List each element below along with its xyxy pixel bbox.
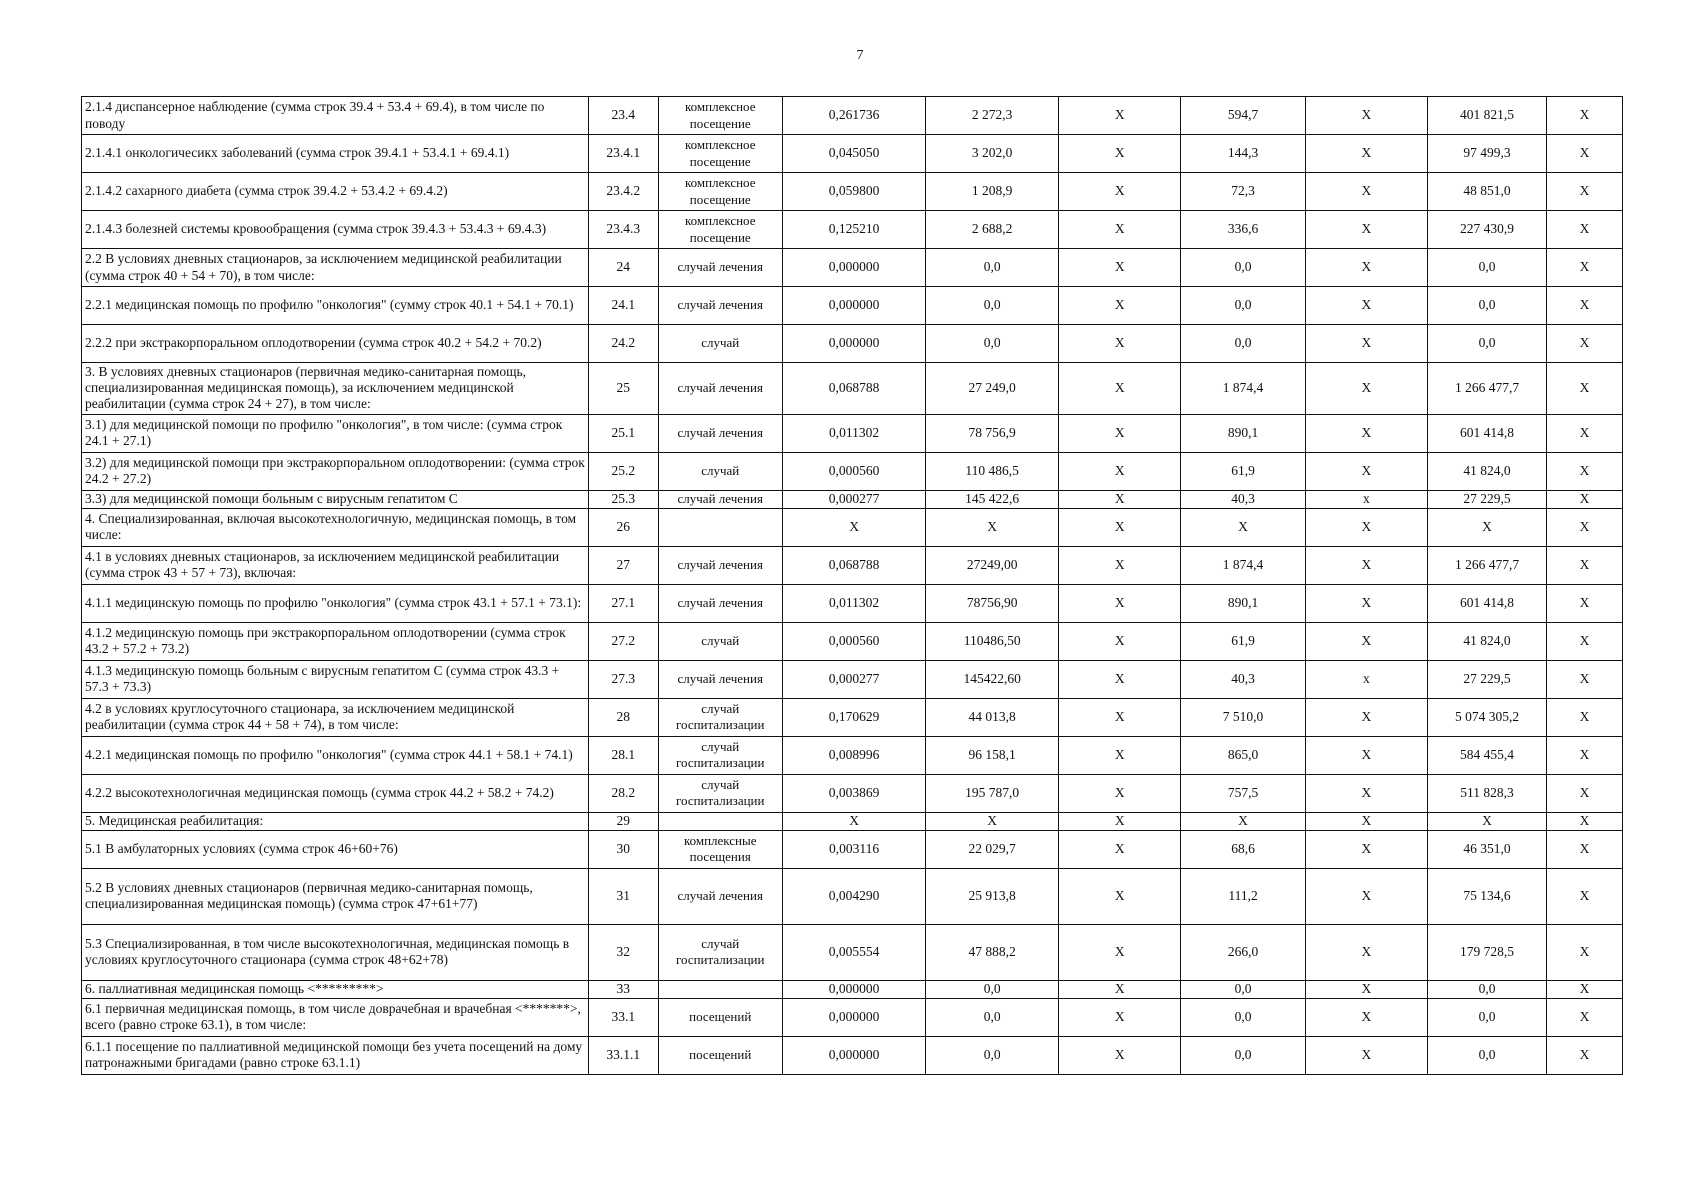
row-unit: случай лечения (658, 363, 782, 415)
row-cost: 2 272,3 (926, 97, 1059, 135)
row-unit: случай госпитализации (658, 774, 782, 812)
row-col-3: X (1305, 135, 1427, 173)
row-col-3: X (1305, 622, 1427, 660)
row-line-number: 23.4.3 (588, 211, 658, 249)
row-col-2: 0,0 (1181, 998, 1305, 1036)
row-col-1: X (1059, 490, 1181, 508)
row-col-2: X (1181, 508, 1305, 546)
row-cost: 96 158,1 (926, 736, 1059, 774)
row-cost: 0,0 (926, 1036, 1059, 1074)
row-line-number: 33.1 (588, 998, 658, 1036)
row-col-3: X (1305, 414, 1427, 452)
row-col-1: X (1059, 980, 1181, 998)
financing-table (81, 96, 1623, 1075)
row-col-3: X (1305, 325, 1427, 363)
row-line-number: 24.1 (588, 287, 658, 325)
row-name: 2.1.4.2 сахарного диабета (сумма строк 39.4.2 + 53.4.2 + 69.4.2) (82, 173, 589, 211)
row-cost: 2 688,2 (926, 211, 1059, 249)
row-norm: 0,000000 (782, 998, 925, 1036)
row-col-4: 0,0 (1427, 1036, 1546, 1074)
row-name: 4. Специализированная, включая высокотехнологичную, медицинская помощь, в том числе: (82, 508, 589, 546)
row-name: 5.3 Специализированная, в том числе высокотехнологичная, медицинская помощь в условиях круглосуточного стационара (сумма строк 48+62+78) (82, 924, 589, 980)
row-col-4: 27 229,5 (1427, 660, 1546, 698)
row-col-5: X (1547, 414, 1623, 452)
row-col-4: 48 851,0 (1427, 173, 1546, 211)
row-norm: 0,011302 (782, 414, 925, 452)
row-col-1: X (1059, 249, 1181, 287)
row-col-2: 72,3 (1181, 173, 1305, 211)
row-cost: 47 888,2 (926, 924, 1059, 980)
row-col-5: X (1547, 584, 1623, 622)
row-unit: случай госпитализации (658, 698, 782, 736)
row-name: 2.1.4.3 болезней системы кровообращения (сумма строк 39.4.3 + 53.4.3 + 69.4.3) (82, 211, 589, 249)
row-norm: 0,011302 (782, 584, 925, 622)
row-norm: 0,125210 (782, 211, 925, 249)
table-row (82, 736, 1623, 774)
row-col-4: 1 266 477,7 (1427, 363, 1546, 415)
row-norm: 0,000000 (782, 325, 925, 363)
table-row (82, 660, 1623, 698)
row-col-1: X (1059, 622, 1181, 660)
row-col-4: 1 266 477,7 (1427, 546, 1546, 584)
row-col-1: X (1059, 414, 1181, 452)
row-unit: случай госпитализации (658, 736, 782, 774)
row-col-2: 61,9 (1181, 452, 1305, 490)
table-row (82, 980, 1623, 998)
row-norm: 0,059800 (782, 173, 925, 211)
row-unit: посещений (658, 1036, 782, 1074)
row-cost: 22 029,7 (926, 830, 1059, 868)
row-name: 6.1 первичная медицинская помощь, в том числе доврачебная и врачебная <*******>, всего (равно строке 63.1), в том числе: (82, 998, 589, 1036)
row-line-number: 25.2 (588, 452, 658, 490)
row-unit: комплексные посещения (658, 830, 782, 868)
row-name: 6. паллиативная медицинская помощь <*********> (82, 980, 589, 998)
row-col-1: X (1059, 1036, 1181, 1074)
row-col-1: X (1059, 868, 1181, 924)
row-col-5: X (1547, 924, 1623, 980)
row-cost: 1 208,9 (926, 173, 1059, 211)
row-col-1: X (1059, 363, 1181, 415)
table-row (82, 97, 1623, 135)
row-col-4: 0,0 (1427, 287, 1546, 325)
row-col-1: X (1059, 584, 1181, 622)
table-row (82, 698, 1623, 736)
row-col-2: 40,3 (1181, 490, 1305, 508)
row-line-number: 30 (588, 830, 658, 868)
row-col-2: 266,0 (1181, 924, 1305, 980)
row-col-5: X (1547, 173, 1623, 211)
row-line-number: 29 (588, 812, 658, 830)
row-col-4: 401 821,5 (1427, 97, 1546, 135)
row-unit: посещений (658, 998, 782, 1036)
table-row (82, 546, 1623, 584)
row-col-3: X (1305, 363, 1427, 415)
row-col-4: 584 455,4 (1427, 736, 1546, 774)
table-row (82, 249, 1623, 287)
row-col-3: X (1305, 584, 1427, 622)
row-cost: 3 202,0 (926, 135, 1059, 173)
row-col-4: 41 824,0 (1427, 452, 1546, 490)
row-col-5: X (1547, 980, 1623, 998)
row-col-1: X (1059, 698, 1181, 736)
row-col-3: X (1305, 998, 1427, 1036)
row-col-5: X (1547, 812, 1623, 830)
row-cost: 0,0 (926, 325, 1059, 363)
row-name: 3.2) для медицинской помощи при экстракорпоральном оплодотворении: (сумма строк 24.2 + 27.2) (82, 452, 589, 490)
row-col-2: 865,0 (1181, 736, 1305, 774)
row-cost: 0,0 (926, 287, 1059, 325)
row-col-5: X (1547, 1036, 1623, 1074)
row-col-1: X (1059, 546, 1181, 584)
row-col-2: 1 874,4 (1181, 363, 1305, 415)
row-unit: комплексное посещение (658, 211, 782, 249)
row-cost: 0,0 (926, 980, 1059, 998)
row-line-number: 23.4 (588, 97, 658, 135)
row-col-2: 40,3 (1181, 660, 1305, 698)
row-col-5: X (1547, 830, 1623, 868)
row-name: 2.2.1 медицинская помощь по профилю "онкология" (сумму строк 40.1 + 54.1 + 70.1) (82, 287, 589, 325)
row-col-2: X (1181, 812, 1305, 830)
row-line-number: 24.2 (588, 325, 658, 363)
row-name: 4.2.1 медицинская помощь по профилю "онкология" (сумма строк 44.1 + 58.1 + 74.1) (82, 736, 589, 774)
row-line-number: 27 (588, 546, 658, 584)
row-col-5: X (1547, 868, 1623, 924)
row-col-2: 61,9 (1181, 622, 1305, 660)
row-col-5: X (1547, 249, 1623, 287)
table-row (82, 1036, 1623, 1074)
table-row (82, 325, 1623, 363)
row-line-number: 27.1 (588, 584, 658, 622)
row-col-2: 0,0 (1181, 249, 1305, 287)
row-col-5: X (1547, 774, 1623, 812)
table-row (82, 490, 1623, 508)
row-name: 2.2.2 при экстракорпоральном оплодотворении (сумма строк 40.2 + 54.2 + 70.2) (82, 325, 589, 363)
row-col-2: 0,0 (1181, 1036, 1305, 1074)
row-unit: случай (658, 622, 782, 660)
row-col-1: X (1059, 287, 1181, 325)
row-cost: 0,0 (926, 998, 1059, 1036)
row-col-4: 0,0 (1427, 980, 1546, 998)
row-line-number: 27.2 (588, 622, 658, 660)
row-col-2: 890,1 (1181, 414, 1305, 452)
row-col-1: X (1059, 830, 1181, 868)
row-col-4: 227 430,9 (1427, 211, 1546, 249)
row-name: 3.1) для медицинской помощи по профилю "онкология", в том числе: (сумма строк 24.1 + 27.1) (82, 414, 589, 452)
row-col-2: 1 874,4 (1181, 546, 1305, 584)
row-col-1: X (1059, 660, 1181, 698)
row-col-5: X (1547, 452, 1623, 490)
table-row (82, 774, 1623, 812)
row-unit: случай лечения (658, 249, 782, 287)
table-row (82, 998, 1623, 1036)
row-cost: 145 422,6 (926, 490, 1059, 508)
row-col-3: X (1305, 249, 1427, 287)
row-col-2: 144,3 (1181, 135, 1305, 173)
row-col-5: X (1547, 998, 1623, 1036)
table-row (82, 830, 1623, 868)
row-unit: случай лечения (658, 660, 782, 698)
row-col-1: X (1059, 135, 1181, 173)
row-norm: 0,008996 (782, 736, 925, 774)
row-col-4: 0,0 (1427, 249, 1546, 287)
row-name: 6.1.1 посещение по паллиативной медицинской помощи без учета посещений на дому патронажными бригадами (равно строке 63.1.1) (82, 1036, 589, 1074)
row-norm: 0,003116 (782, 830, 925, 868)
row-unit (658, 980, 782, 998)
table-row (82, 924, 1623, 980)
row-col-3: X (1305, 508, 1427, 546)
row-name: 3. В условиях дневных стационаров (первичная медико-санитарная помощь, специализированная медицинская помощь), за исключением медицинской реабилитации (сумма строк 24 + 27), в том числе: (82, 363, 589, 415)
row-unit: случай лечения (658, 287, 782, 325)
row-norm: 0,000000 (782, 1036, 925, 1074)
row-col-5: X (1547, 97, 1623, 135)
row-col-1: X (1059, 508, 1181, 546)
row-unit: случай лечения (658, 414, 782, 452)
row-col-1: X (1059, 924, 1181, 980)
row-col-3: X (1305, 452, 1427, 490)
row-col-4: 5 074 305,2 (1427, 698, 1546, 736)
row-col-2: 336,6 (1181, 211, 1305, 249)
row-unit (658, 508, 782, 546)
row-norm: 0,000277 (782, 490, 925, 508)
row-norm: 0,003869 (782, 774, 925, 812)
row-line-number: 31 (588, 868, 658, 924)
row-unit: случай лечения (658, 546, 782, 584)
row-col-4: X (1427, 812, 1546, 830)
row-col-1: X (1059, 452, 1181, 490)
row-col-2: 757,5 (1181, 774, 1305, 812)
row-line-number: 28.2 (588, 774, 658, 812)
row-col-3: X (1305, 211, 1427, 249)
row-line-number: 23.4.2 (588, 173, 658, 211)
row-col-3: X (1305, 173, 1427, 211)
row-line-number: 23.4.1 (588, 135, 658, 173)
row-col-4: 27 229,5 (1427, 490, 1546, 508)
row-norm: 0,068788 (782, 363, 925, 415)
row-col-3: X (1305, 868, 1427, 924)
row-cost: 25 913,8 (926, 868, 1059, 924)
row-name: 2.1.4 диспансерное наблюдение (сумма строк 39.4 + 53.4 + 69.4), в том числе по поводу (82, 97, 589, 135)
table-row (82, 452, 1623, 490)
row-col-3: X (1305, 1036, 1427, 1074)
row-name: 4.1.2 медицинскую помощь при экстракорпоральном оплодотворении (сумма строк 43.2 + 57.2 + 73.2) (82, 622, 589, 660)
row-col-3: X (1305, 830, 1427, 868)
row-col-1: X (1059, 736, 1181, 774)
row-col-2: 0,0 (1181, 980, 1305, 998)
row-col-4: 41 824,0 (1427, 622, 1546, 660)
row-col-2: 0,0 (1181, 287, 1305, 325)
table-row (82, 173, 1623, 211)
row-col-5: X (1547, 363, 1623, 415)
row-col-3: X (1305, 980, 1427, 998)
row-cost: 27 249,0 (926, 363, 1059, 415)
row-cost: 27249,00 (926, 546, 1059, 584)
row-line-number: 27.3 (588, 660, 658, 698)
row-col-5: X (1547, 211, 1623, 249)
row-col-3: x (1305, 660, 1427, 698)
row-norm: 0,000000 (782, 287, 925, 325)
row-norm: 0,004290 (782, 868, 925, 924)
row-line-number: 25.1 (588, 414, 658, 452)
row-cost: 78 756,9 (926, 414, 1059, 452)
row-name: 4.2 в условиях круглосуточного стационара, за исключением медицинской реабилитации (сумма строк 44 + 58 + 74), в том числе: (82, 698, 589, 736)
row-norm: 0,000000 (782, 249, 925, 287)
row-col-5: X (1547, 736, 1623, 774)
row-cost: 0,0 (926, 249, 1059, 287)
row-line-number: 28.1 (588, 736, 658, 774)
row-name: 5.2 В условиях дневных стационаров (первичная медико-санитарная помощь, специализированная медицинская помощь) (сумма строк 47+61+77) (82, 868, 589, 924)
row-col-4: 179 728,5 (1427, 924, 1546, 980)
row-unit: случай (658, 452, 782, 490)
row-col-4: X (1427, 508, 1546, 546)
row-col-5: X (1547, 490, 1623, 508)
row-norm: X (782, 812, 925, 830)
row-norm: 0,005554 (782, 924, 925, 980)
row-name: 5.1 В амбулаторных условиях (сумма строк 46+60+76) (82, 830, 589, 868)
row-norm: 0,000277 (782, 660, 925, 698)
row-unit: случай лечения (658, 490, 782, 508)
row-name: 4.2.2 высокотехнологичная медицинская помощь (сумма строк 44.2 + 58.2 + 74.2) (82, 774, 589, 812)
row-col-3: X (1305, 97, 1427, 135)
row-cost: 110486,50 (926, 622, 1059, 660)
row-cost: X (926, 812, 1059, 830)
row-line-number: 26 (588, 508, 658, 546)
row-col-4: 601 414,8 (1427, 414, 1546, 452)
row-col-1: X (1059, 211, 1181, 249)
row-line-number: 25 (588, 363, 658, 415)
row-col-5: X (1547, 546, 1623, 584)
row-unit: случай госпитализации (658, 924, 782, 980)
row-col-5: X (1547, 508, 1623, 546)
row-unit: комплексное посещение (658, 135, 782, 173)
row-cost: 44 013,8 (926, 698, 1059, 736)
row-col-2: 0,0 (1181, 325, 1305, 363)
row-col-3: X (1305, 774, 1427, 812)
row-norm: 0,000560 (782, 622, 925, 660)
row-cost: 78756,90 (926, 584, 1059, 622)
row-name: 2.2 В условиях дневных стационаров, за исключением медицинской реабилитации (сумма строк 40 + 54 + 70), в том числе: (82, 249, 589, 287)
page-number: 7 (856, 48, 864, 63)
row-col-1: X (1059, 812, 1181, 830)
row-name: 2.1.4.1 онкологичесикх заболеваний (сумма строк 39.4.1 + 53.4.1 + 69.4.1) (82, 135, 589, 173)
table-row (82, 414, 1623, 452)
table-row (82, 868, 1623, 924)
row-unit: случай лечения (658, 584, 782, 622)
row-name: 4.1 в условиях дневных стационаров, за исключением медицинской реабилитации (сумма строк 43 + 57 + 73), включая: (82, 546, 589, 584)
row-col-3: X (1305, 924, 1427, 980)
row-col-5: X (1547, 135, 1623, 173)
row-line-number: 28 (588, 698, 658, 736)
row-col-4: 601 414,8 (1427, 584, 1546, 622)
table-row (82, 812, 1623, 830)
row-col-1: X (1059, 998, 1181, 1036)
row-norm: X (782, 508, 925, 546)
row-col-3: X (1305, 546, 1427, 584)
row-col-3: X (1305, 812, 1427, 830)
row-col-2: 68,6 (1181, 830, 1305, 868)
row-line-number: 24 (588, 249, 658, 287)
row-col-3: X (1305, 698, 1427, 736)
row-col-2: 7 510,0 (1181, 698, 1305, 736)
row-col-2: 594,7 (1181, 97, 1305, 135)
row-unit (658, 812, 782, 830)
row-col-5: X (1547, 325, 1623, 363)
table-row (82, 622, 1623, 660)
row-cost: 110 486,5 (926, 452, 1059, 490)
table-row (82, 584, 1623, 622)
row-col-4: 46 351,0 (1427, 830, 1546, 868)
row-col-1: X (1059, 97, 1181, 135)
table-row (82, 287, 1623, 325)
row-col-4: 511 828,3 (1427, 774, 1546, 812)
row-norm: 0,068788 (782, 546, 925, 584)
row-col-5: X (1547, 622, 1623, 660)
row-norm: 0,170629 (782, 698, 925, 736)
row-cost: X (926, 508, 1059, 546)
row-unit: случай лечения (658, 868, 782, 924)
row-line-number: 32 (588, 924, 658, 980)
row-col-5: X (1547, 287, 1623, 325)
row-line-number: 33.1.1 (588, 1036, 658, 1074)
row-col-1: X (1059, 774, 1181, 812)
row-col-2: 111,2 (1181, 868, 1305, 924)
row-col-4: 97 499,3 (1427, 135, 1546, 173)
row-norm: 0,000000 (782, 980, 925, 998)
row-name: 3.3) для медицинской помощи больным с вирусным гепатитом С (82, 490, 589, 508)
row-col-2: 890,1 (1181, 584, 1305, 622)
row-col-5: X (1547, 660, 1623, 698)
row-cost: 145422,60 (926, 660, 1059, 698)
row-line-number: 25.3 (588, 490, 658, 508)
row-name: 5. Медицинская реабилитация: (82, 812, 589, 830)
row-col-3: x (1305, 490, 1427, 508)
row-col-4: 75 134,6 (1427, 868, 1546, 924)
row-unit: комплексное посещение (658, 173, 782, 211)
row-name: 4.1.3 медицинскую помощь больным с вирусным гепатитом С (сумма строк 43.3 + 57.3 + 73.3) (82, 660, 589, 698)
row-col-1: X (1059, 325, 1181, 363)
row-col-5: X (1547, 698, 1623, 736)
row-unit: случай (658, 325, 782, 363)
row-col-1: X (1059, 173, 1181, 211)
row-name: 4.1.1 медицинскую помощь по профилю "онкология" (сумма строк 43.1 + 57.1 + 73.1): (82, 584, 589, 622)
row-col-4: 0,0 (1427, 998, 1546, 1036)
row-norm: 0,261736 (782, 97, 925, 135)
row-norm: 0,000560 (782, 452, 925, 490)
row-col-3: X (1305, 287, 1427, 325)
row-col-4: 0,0 (1427, 325, 1546, 363)
table-row (82, 211, 1623, 249)
row-cost: 195 787,0 (926, 774, 1059, 812)
row-line-number: 33 (588, 980, 658, 998)
table-row (82, 508, 1623, 546)
table-row (82, 363, 1623, 415)
row-norm: 0,045050 (782, 135, 925, 173)
row-unit: комплексное посещение (658, 97, 782, 135)
table-row (82, 135, 1623, 173)
row-col-3: X (1305, 736, 1427, 774)
